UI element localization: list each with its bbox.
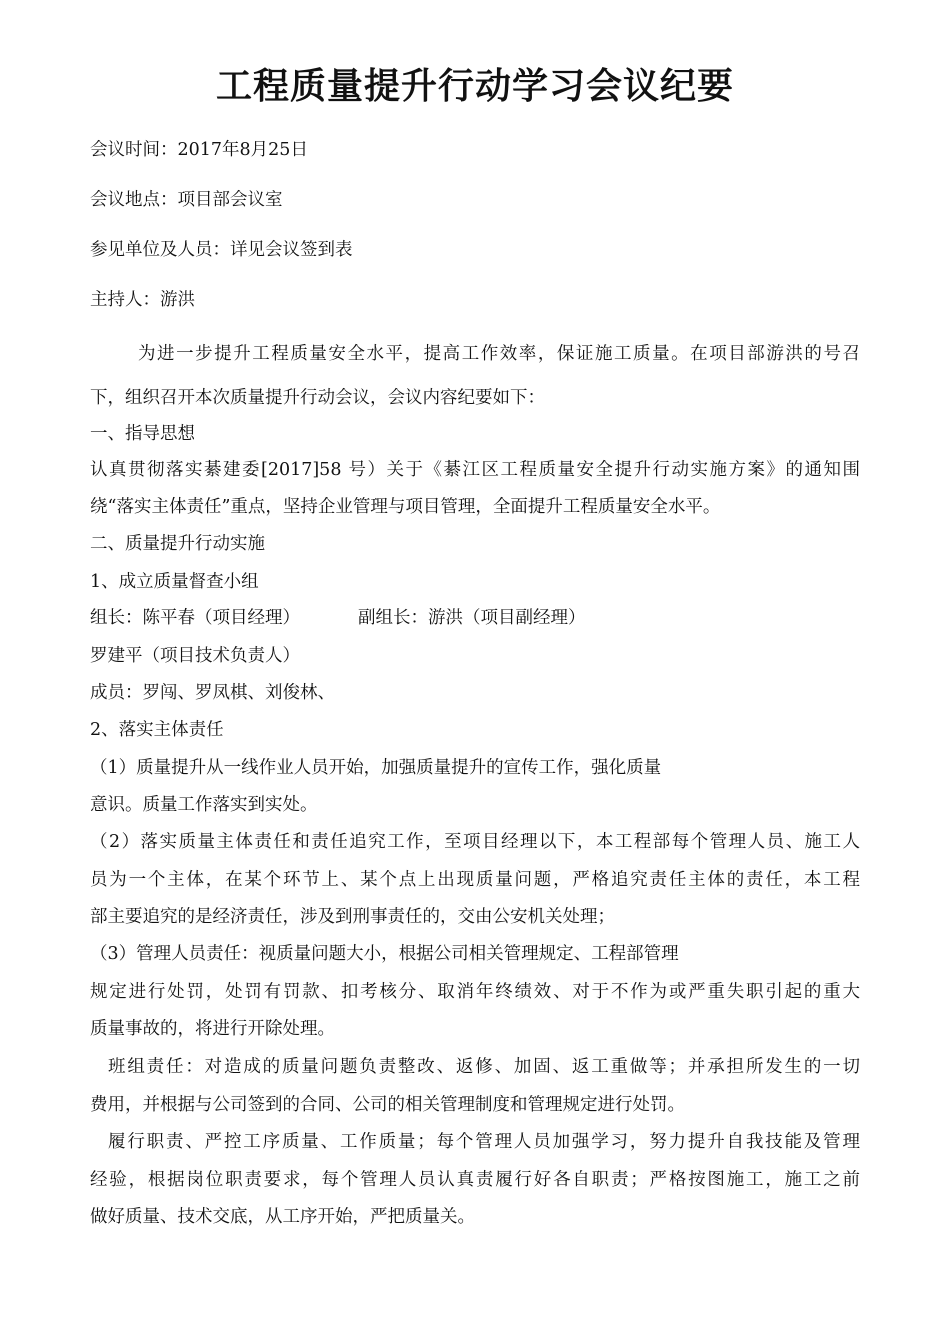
p2-line-2: 员为一个主体，在某个环节上、某个点上出现质量问题，严格追究责任主体的责任，本工程 — [90, 870, 860, 890]
tech-lead: 罗建平（项目技术负责人） — [90, 646, 300, 666]
duty-line-2: 经验，根据岗位职责要求，每个管理人员认真责履行好各自职责；严格按图施工，施工之前 — [90, 1170, 860, 1190]
p2-line-1: （2）落实质量主体责任和责任追究工作，至项目经理以下，本工程部每个管理人员、施工人 — [90, 832, 860, 852]
meeting-place: 会议地点：项目部会议室 — [90, 190, 283, 210]
p2-line-3: 部主要追究的是经济责任，涉及到刑事责任的，交由公安机关处理； — [90, 907, 615, 927]
group-deputy: 副组长：游洪（项目副经理） — [358, 608, 586, 628]
duty-line-3: 做好质量、技术交底，从工序开始，严把质量关。 — [90, 1207, 475, 1227]
section1-heading: 一、指导思想 — [90, 424, 195, 444]
meeting-host: 主持人：游洪 — [90, 290, 195, 310]
item2-heading: 2、落实主体责任 — [90, 720, 224, 740]
intro-line-1: 为进一步提升工程质量安全水平，提高工作效率，保证施工质量。在项目部游洪的号召 — [138, 344, 860, 364]
page-title: 工程质量提升行动学习会议纪要 — [215, 66, 734, 107]
section1-line-2: 绕“落实主体责任”重点，坚持企业管理与项目管理，全面提升工程质量安全水平。 — [90, 497, 721, 517]
p3-line-3: 质量事故的，将进行开除处理。 — [90, 1019, 335, 1039]
meeting-attendees: 参见单位及人员：详见会议签到表 — [90, 240, 353, 260]
section1-line-1: 认真贯彻落实綦建委[2017]58 号）关于《綦江区工程质量安全提升行动实施方案》的通知围 — [90, 460, 860, 480]
intro-line-2: 下，组织召开本次质量提升行动会议，会议内容纪要如下： — [90, 388, 545, 408]
section2-heading: 二、质量提升行动实施 — [90, 534, 265, 554]
team-line-2: 费用，并根据与公司签到的合同、公司的相关管理制度和管理规定进行处罚。 — [90, 1095, 685, 1115]
p1-line-2: 意识。质量工作落实到实处。 — [90, 795, 318, 815]
meeting-time: 会议时间：2017年8月25日 — [90, 140, 308, 160]
group-members: 成员：罗闯、罗凤棋、刘俊林、 — [90, 683, 335, 703]
duty-line-1: 履行职责、严控工序质量、工作质量；每个管理人员加强学习，努力提升自我技能及管理 — [108, 1132, 860, 1152]
item1-heading: 1、成立质量督查小组 — [90, 572, 259, 592]
group-leader: 组长：陈平春（项目经理） — [90, 608, 300, 628]
p1-line-1: （1）质量提升从一线作业人员开始，加强质量提升的宣传工作，强化质量 — [90, 758, 662, 778]
team-line-1: 班组责任：对造成的质量问题负责整改、返修、加固、返工重做等；并承担所发生的一切 — [108, 1057, 860, 1077]
p3-line-2: 规定进行处罚，处罚有罚款、扣考核分、取消年终绩效、对于不作为或严重失职引起的重大 — [90, 982, 860, 1002]
p3-line-1: （3）管理人员责任：视质量问题大小，根据公司相关管理规定、工程部管理 — [90, 944, 679, 964]
